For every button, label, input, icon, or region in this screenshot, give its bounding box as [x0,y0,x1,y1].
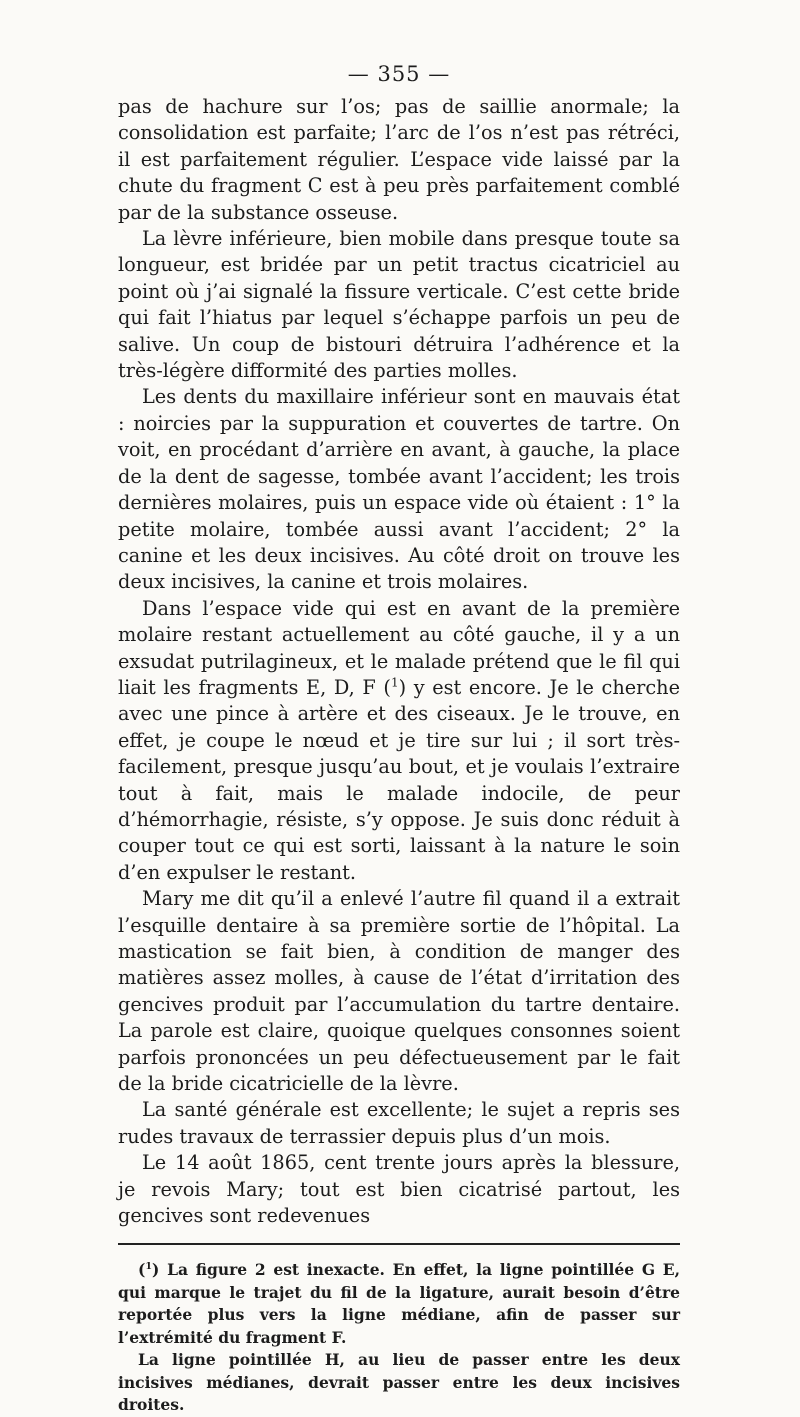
paragraph-5: Mary me dit qu’il a enlevé l’autre fil quand il a extrait l’esquille dentaire à sa première sortie de l’hôpital. La mastication se fait bien, à condition de manger des matières assez molles, à cause de l’état d’irritation des gencives produit par l’accumulation du tartre dentaire. La parole est claire, quoique quelques consonnes soient parfois prononcées un peu défectueusement par le fait de la bride cicatricielle de la lèvre. [118,887,680,1096]
paragraph-4-text-after: ) y est encore. Je le cherche avec une pince à artère et des ciseaux. Je le trouve, en effet, je coupe le nœud et je tire sur lui ; il sort très-facilement, presque jusqu’au bout, et je voulais l’extraire tout à fait, mais le malade indocile, de peur d’hémorrhagie, résiste, s’y oppose. Je suis donc réduit à couper tout ce qui est sorti, laissant à la nature le soin d’en expulser le restant. [118,675,680,884]
paragraph-4 [118,596,680,886]
footnote-1-marker: 1 [145,1261,153,1273]
page-number: — 355 — [347,62,451,86]
paragraph-3: Les dents du maxillaire inférieur sont en mauvais état : noircies par la suppuration et couvertes de tartre. On voit, en procédant d’arrière en avant, à gauche, la place de la dent de sagesse, tombée avant l’accident; les trois dernières molaires, puis un espace vide où étaient : 1° la petite molaire, tombée aussi avant l’accident; 2° la canine et les deux incisives. Au côté droit on trouve les deux incisives, la canine et trois molaires. [118,385,680,594]
book-page [118,62,680,1417]
footnotes [118,1259,680,1417]
body-text [118,94,680,1229]
paragraph-4-text-before: Dans l’espace vide qui est en avant de la première molaire restant actuellement au côté gauche, il y a un exsudat putrilagineux, et le malade prétend que le fil qui liait les fragments E, D, F ( [118,596,680,699]
paragraph-1: pas de hachure sur l’os; pas de saillie anormale; la consolidation est parfaite; l’arc de l’os n’est pas rétréci, il est parfaitement régulier. L’espace vide laissé par la chute du fragment C est à peu près parfaitement comblé par de la substance osseuse. [118,95,680,224]
footnote-1: ($^1$) La figure 2 est inexacte. En effet, la ligne pointillée G E, qui marque le trajet du fil de la ligature, aurait besoin d’être reportée plus vers la ligne médiane, afin de passer sur l’extrémité du fragment F. [118,1260,680,1347]
footnote-2: La ligne pointillée H, au lieu de passer entre les deux incisives médianes, devrait passer entre les deux incisives droites. [118,1350,680,1415]
footnote-ref-1: 1 [390,675,399,690]
paragraph-7: Le 14 août 1865, cent trente jours après la blessure, je revois Mary; tout est bien cicatrisé partout, les gencives sont redevenues [118,1151,680,1228]
paragraph-6: La santé générale est excellente; le sujet a repris ses rudes travaux de terrassier depuis plus d’un mois. [118,1098,680,1148]
paragraph-2: La lèvre inférieure, bien mobile dans presque toute sa longueur, est bridée par un petit tractus cicatriciel au point où j’ai signalé la fissure verticale. C’est cette bride qui fait l’hiatus par lequel s’échappe parfois un peu de salive. Un coup de bistouri détruira l’adhérence et la très-légère difformité des parties molles. [118,227,680,383]
footnote-1-text: La figure 2 est inexacte. En effet, la ligne pointillée G E, qui marque le trajet du fil de la ligature, aurait besoin d’être reportée plus vers la ligne médiane, afin de passer sur l’extrémité du fragment F. [118,1260,680,1347]
footnote-divider [118,1243,680,1245]
